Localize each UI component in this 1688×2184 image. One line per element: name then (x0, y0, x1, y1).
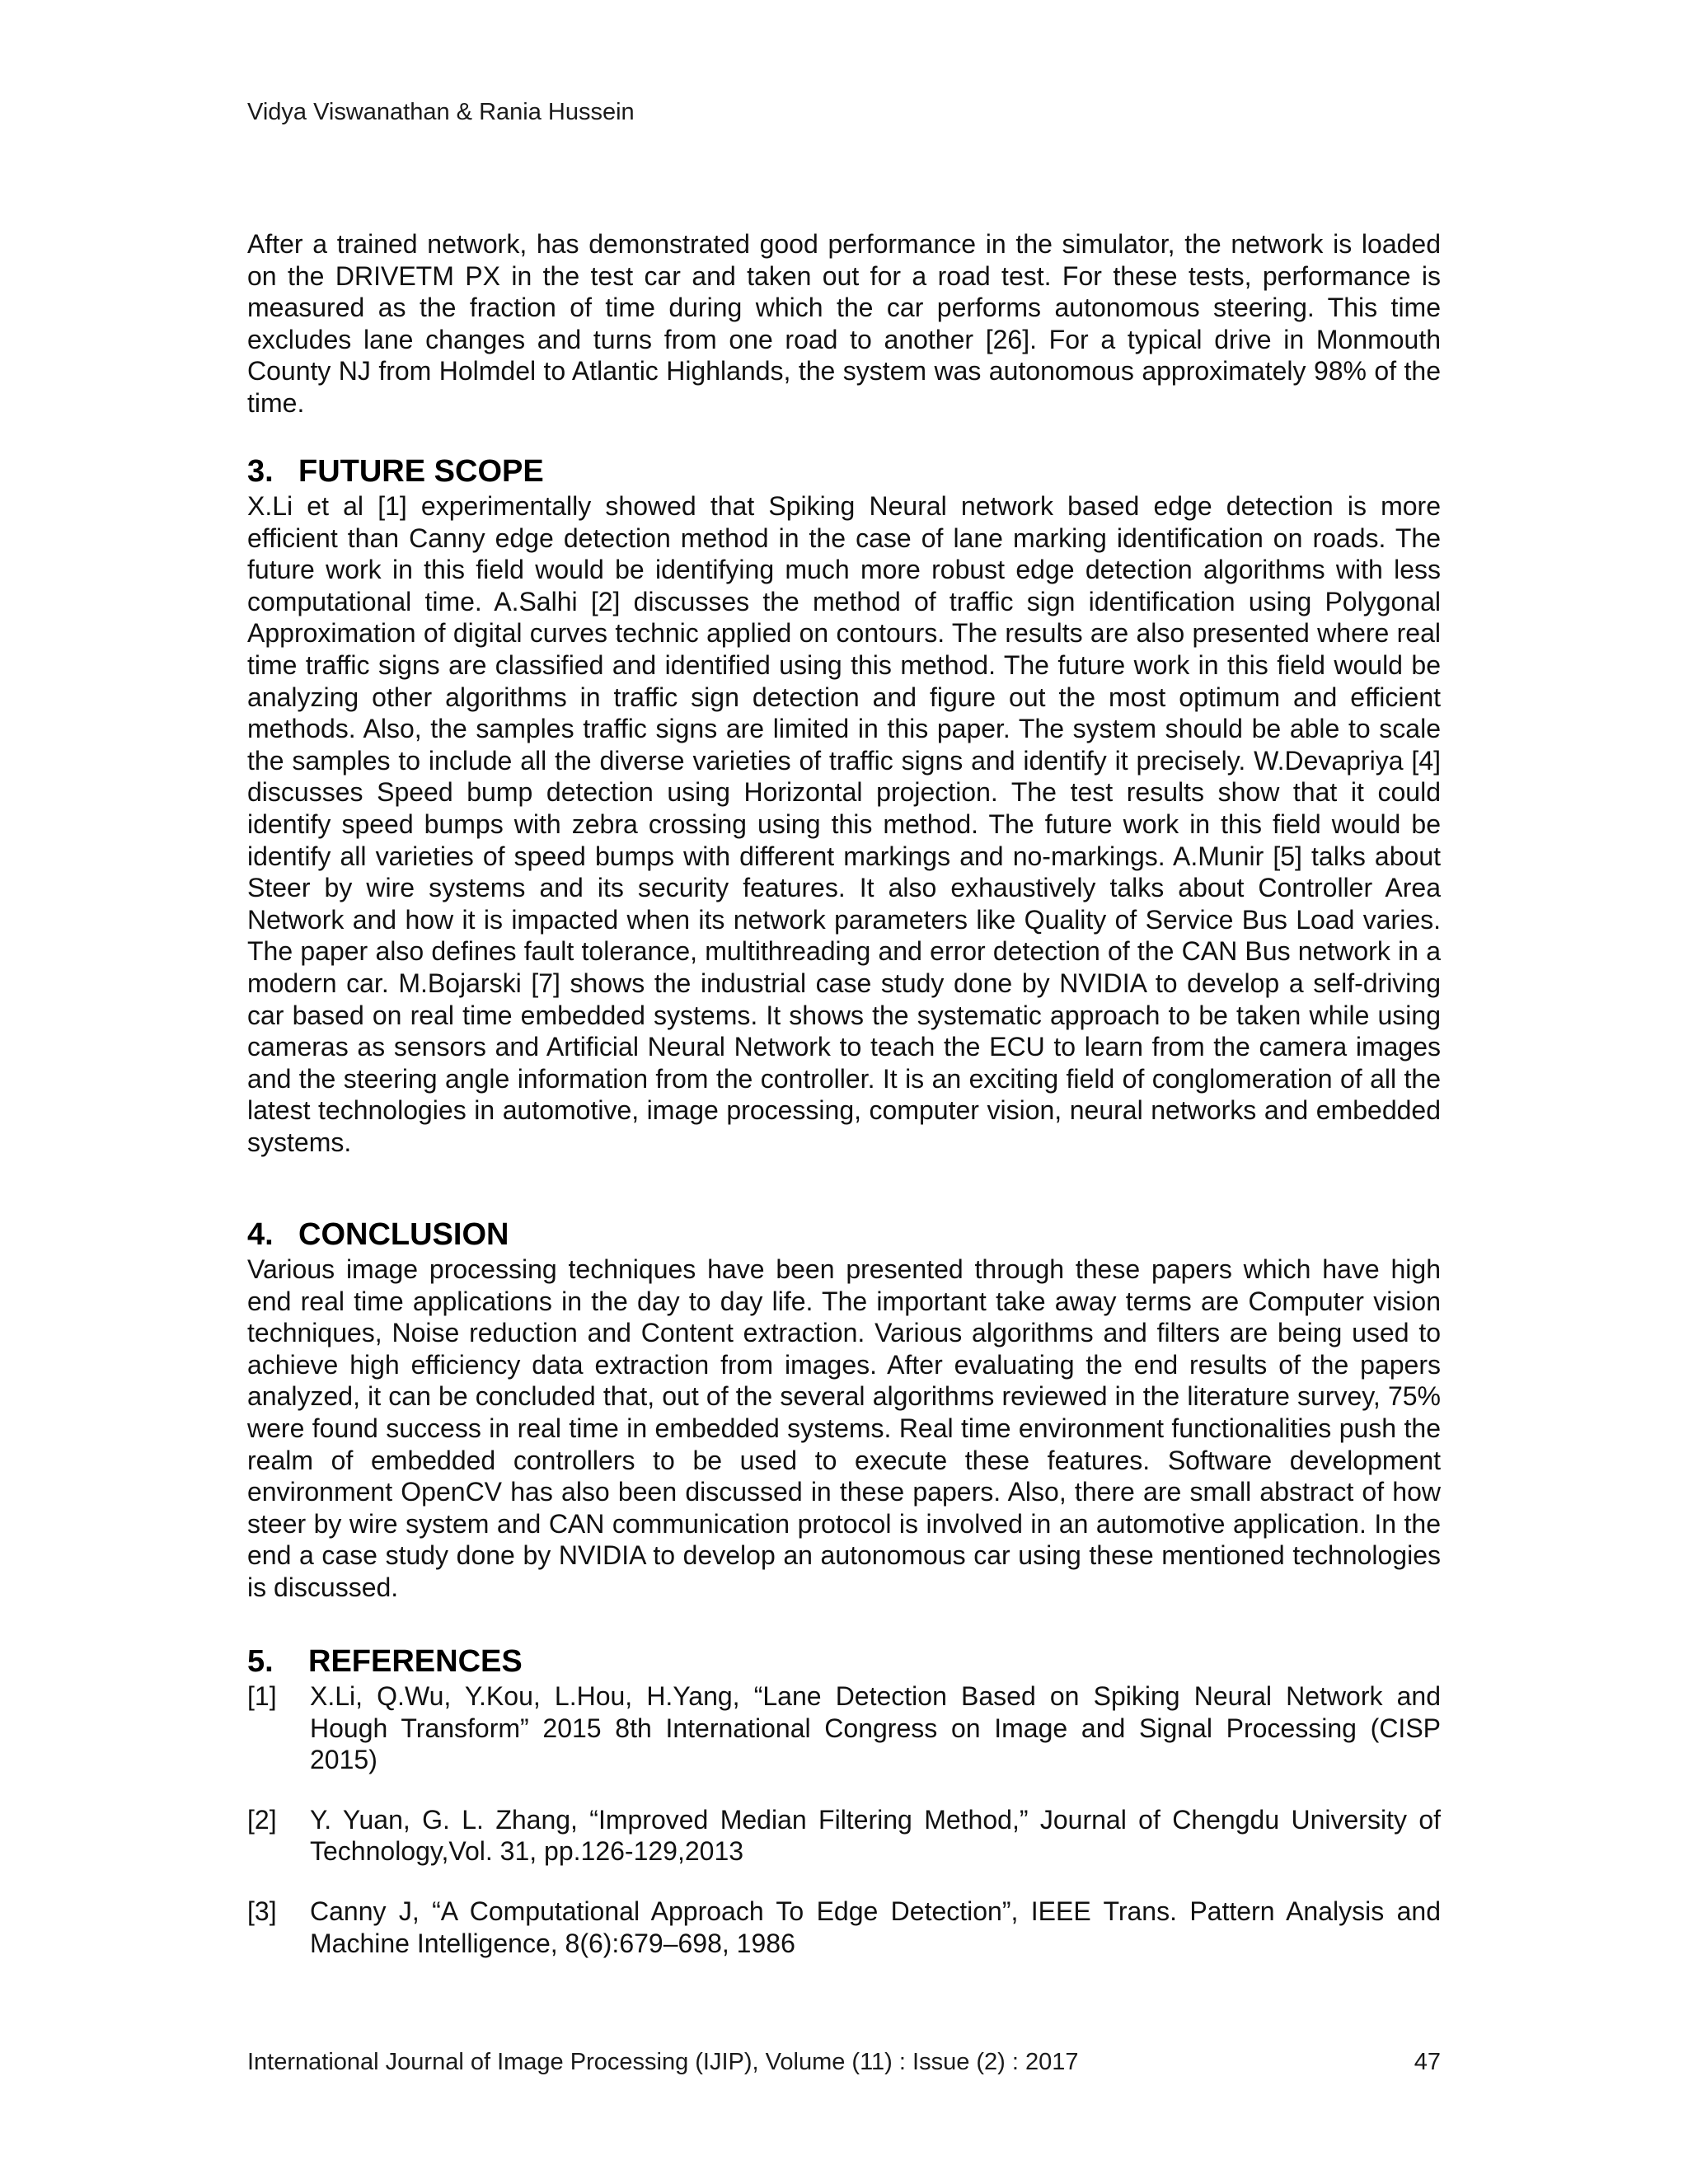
section-heading (247, 1216, 1441, 1254)
reference-item (247, 1680, 1441, 1776)
running-head: Vidya Viswanathan & Rania Hussein (247, 99, 635, 125)
section-title: REFERENCES (308, 1644, 523, 1679)
section-heading (247, 452, 1441, 490)
section-title: FUTURE SCOPE (298, 454, 544, 489)
footer-journal: International Journal of Image Processing (IJIP), Volume (11) : Issue (2) : 2017 (247, 2049, 1079, 2075)
reference-text: Y. Yuan, G. L. Zhang, “Improved Median Filtering Method,” Journal of Chengdu University of Technology,Vol. 31, pp.126-129,2013 (310, 1804, 1441, 1867)
section-title: CONCLUSION (298, 1217, 509, 1252)
section-number: 4. (247, 1217, 274, 1252)
reference-label: [2] (247, 1804, 277, 1835)
reference-label: [1] (247, 1681, 277, 1711)
reference-text: Canny J, “A Computational Approach To Edge Detection”, IEEE Trans. Pattern Analysis and Machine Intelligence, 8(6):679–698, 1986 (310, 1896, 1441, 1958)
reference-item (247, 1896, 1441, 1959)
reference-label: [3] (247, 1896, 277, 1926)
section-number: 5. (247, 1644, 274, 1679)
intro-paragraph: After a trained network, has demonstrated good performance in the simulator, the network is loaded on the DRIVETM PX in the test car and taken out for a road test. For these tests, performance is measured as the fraction of time during which the car performs autonomous steering. This time excludes lane changes and turns from one road to another [26]. For a typical drive in Monmouth County NJ from Holmdel to Atlantic Highlands, the system was autonomous approximately 98% of the time. (247, 229, 1441, 418)
future-scope-paragraph: X.Li et al [1] experimentally showed that Spiking Neural network based edge detection is more efficient than Canny edge detection method in the case of lane marking identification on roads. The future work in this field would be identifying much more robust edge detection algorithms with less computational time. A.Salhi [2] discusses the method of traffic sign identification using Polygonal Approximation of digital curves technic applied on contours. The results are also presented where real time traffic signs are classified and identified using this method. The future work in this field would be analyzing other algorithms in traffic sign detection and figure out the most optimum and efficient methods. Also, the samples traffic signs are limited in this paper. The system should be able to scale the samples to include all the diverse varieties of traffic signs and identify it precisely. W.Devapriya [4] discusses Speed bump detection using Horizontal projection. The test results show that it could identify speed bumps with zebra crossing using this method. The future work in this field would be identify all varieties of speed bumps with different markings and no-markings. A.Munir [5] talks about Steer by wire systems and its security features. It also exhaustively talks about Controller Area Network and how it is impacted when its network parameters like Quality of Service Bus Load varies. The paper also defines fault tolerance, multithreading and error detection of the CAN Bus network in a modern car. M.Bojarski [7] shows the industrial case study done by NVIDIA to develop a self-driving car based on real time embedded systems. It shows the systematic approach to be taken while using cameras as sensors and Artificial Neural Network to teach the ECU to learn from the camera images and the steering angle information from the controller. It is an exciting field of conglomeration of all the latest technologies in automotive, image processing, computer vision, neural networks and embedded systems. (247, 491, 1441, 1157)
intro-block (247, 228, 1441, 419)
section-conclusion (247, 1216, 1441, 1604)
conclusion-paragraph: Various image processing techniques have been presented through these papers which have high end real time applications in the day to day life. The important take away terms are Computer vision techniques, Noise reduction and Content extraction. Various algorithms and filters are being used to achieve high efficiency data extraction from images. After evaluating the end results of the papers analyzed, it can be concluded that, out of the several algorithms reviewed in the literature survey, 75% were found success in real time in embedded systems. Real time environment functionalities push the realm of embedded controllers to be used to execute these features. Software development environment OpenCV has also been discussed in these papers. Also, there are small abstract of how steer by wire system and CAN communication protocol is involved in an automotive application. In the end a case study done by NVIDIA to develop an autonomous car using these mentioned technologies is discussed. (247, 1254, 1441, 1602)
reference-text: X.Li, Q.Wu, Y.Kou, L.Hou, H.Yang, “Lane Detection Based on Spiking Neural Network and Hough Transform” 2015 8th International Congress on Image and Signal Processing (CISP 2015) (310, 1681, 1441, 1775)
reference-item (247, 1804, 1441, 1868)
section-heading (247, 1643, 1441, 1680)
section-number: 3. (247, 454, 274, 489)
section-references (247, 1643, 1441, 1987)
section-future-scope (247, 452, 1441, 1158)
page-number: 47 (1414, 2049, 1441, 2075)
